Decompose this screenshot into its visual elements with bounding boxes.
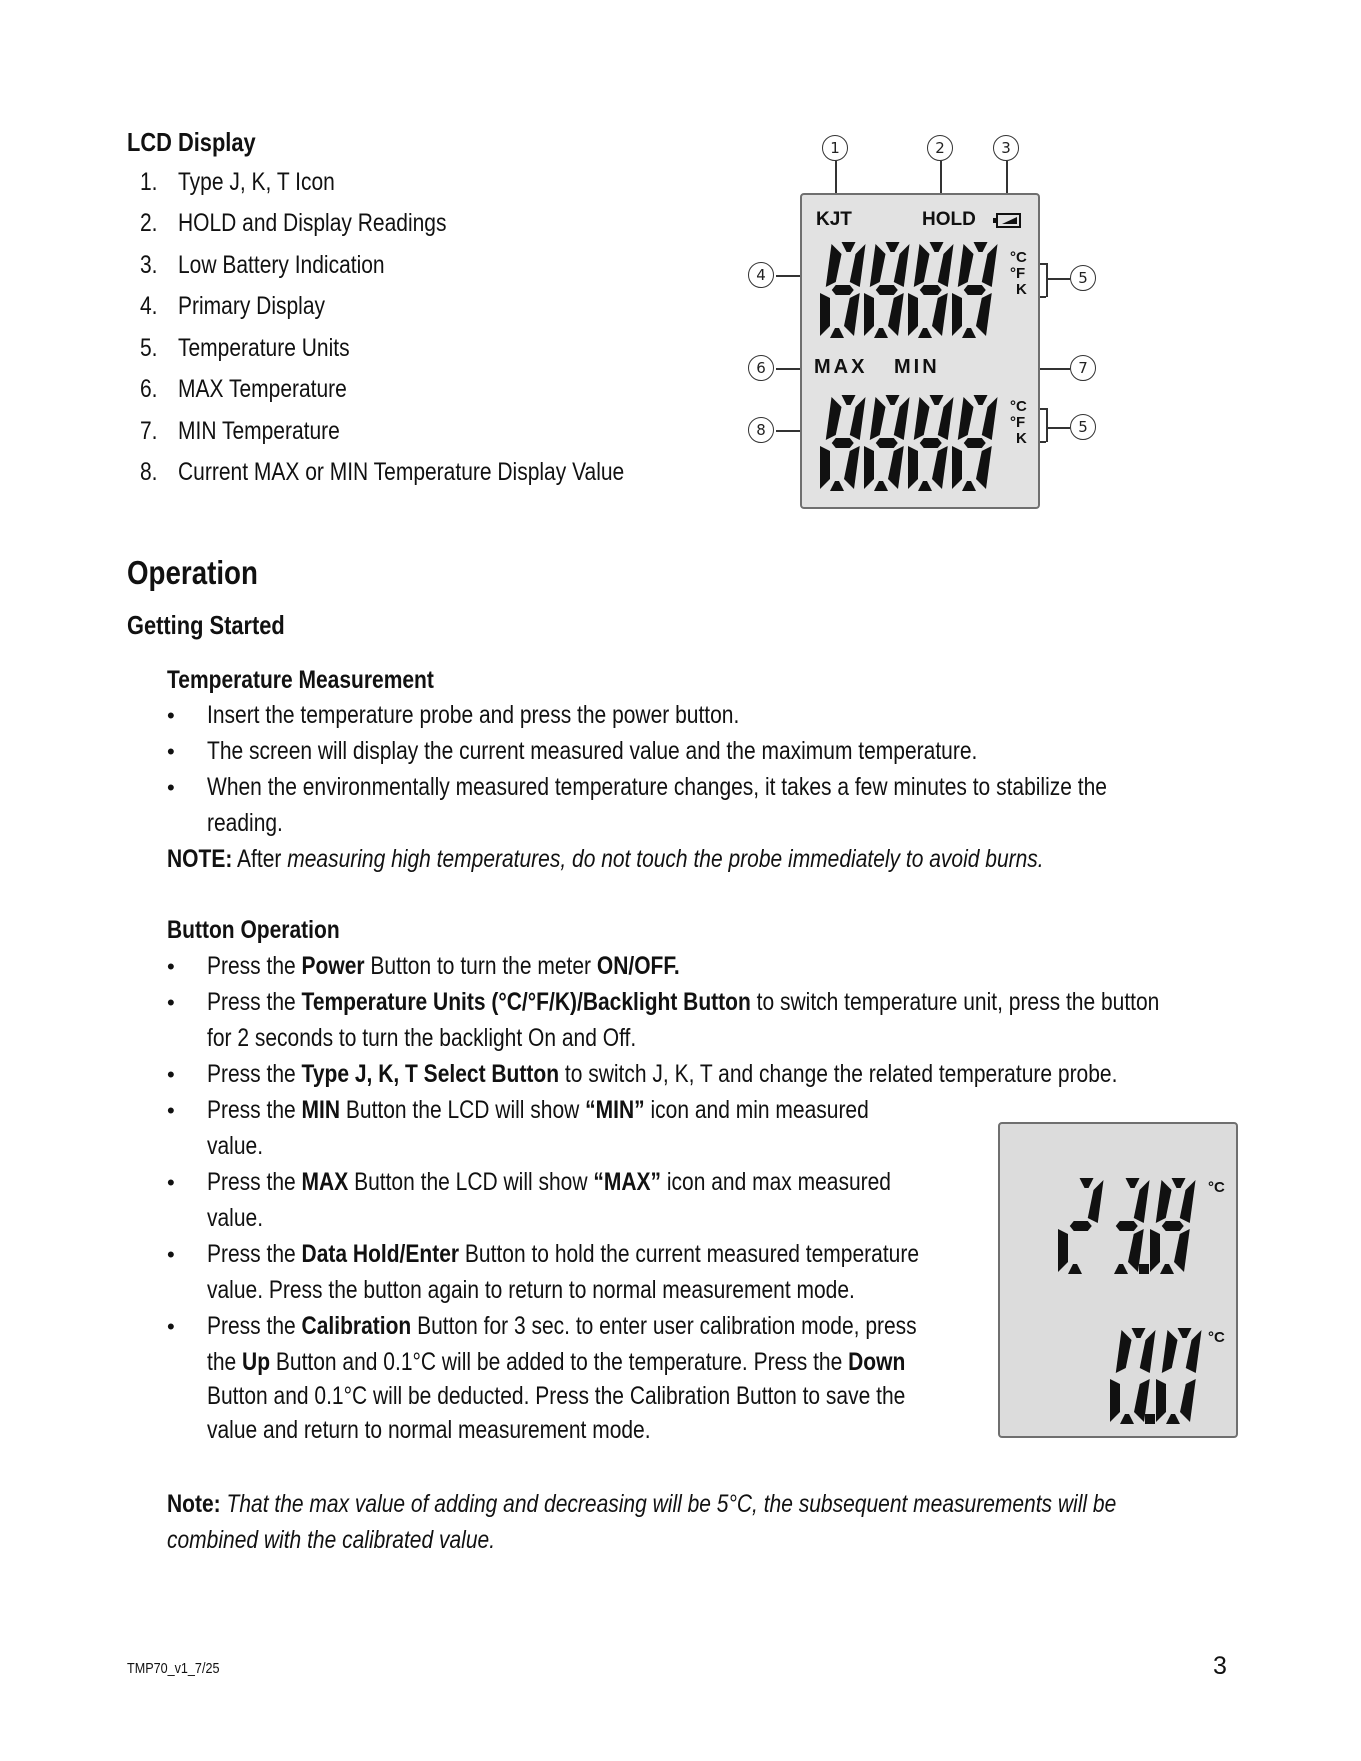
list-item-continuation: the Up Button and 0.1°C will be added to the temperature. Press the Down <box>207 1348 906 1376</box>
segment-e <box>908 446 918 489</box>
list-item-number: 5. <box>140 334 158 362</box>
segment-b <box>894 397 910 440</box>
segment-c <box>932 293 948 336</box>
segment-g <box>832 438 854 448</box>
decimal-point <box>1145 1414 1155 1424</box>
bullet: • <box>167 775 175 800</box>
segment-g <box>876 438 898 448</box>
segment-d <box>874 481 888 491</box>
segment-f <box>870 244 886 287</box>
segment-e <box>820 446 830 489</box>
list-item: Press the Temperature Units (°C/°F/K)/Backlight Button to switch temperature unit, press the button <box>207 988 1160 1016</box>
list-item-number: 2. <box>140 209 158 237</box>
bullet: • <box>167 1098 175 1123</box>
example-bottom-unit: °C <box>1208 1329 1225 1346</box>
unit-k: K <box>1016 430 1027 447</box>
segment-a <box>974 395 988 405</box>
segment-f <box>914 397 930 440</box>
segment-a <box>974 242 988 252</box>
note-paragraph <box>167 845 1211 874</box>
bullet: • <box>167 1062 175 1087</box>
bullet: • <box>167 739 175 764</box>
segment-g <box>1116 1221 1138 1231</box>
segment-c <box>1174 1229 1190 1272</box>
list-item: MIN Temperature <box>178 417 340 445</box>
secondary-display <box>820 395 1004 495</box>
primary-display <box>820 242 1004 342</box>
list-item: MAX Temperature <box>178 375 347 403</box>
segment-c <box>888 293 904 336</box>
list-item: When the environmentally measured temperature changes, it takes a few minutes to stabilize the <box>207 773 1107 801</box>
segment-e <box>1110 1379 1120 1422</box>
segment-e <box>952 446 962 489</box>
list-item: Insert the temperature probe and press the power button. <box>207 701 740 729</box>
callout-3: 3 <box>993 135 1019 161</box>
list-item-number: 6. <box>140 375 158 403</box>
button-operation-title: Button Operation <box>167 916 340 944</box>
segment-f <box>870 397 886 440</box>
list-item: Low Battery Indication <box>178 251 385 279</box>
segment-f <box>826 397 842 440</box>
bullet: • <box>167 703 175 728</box>
segment-b <box>894 244 910 287</box>
segment-f <box>1156 1180 1172 1223</box>
segment-b <box>850 244 866 287</box>
callout-7: 7 <box>1070 355 1096 381</box>
unit-c: °C <box>1010 249 1027 266</box>
segment-d <box>1160 1264 1174 1274</box>
example-top-unit: °C <box>1208 1179 1225 1196</box>
segment-e <box>1058 1229 1068 1272</box>
segment-c <box>888 446 904 489</box>
segment-e <box>908 293 918 336</box>
segment-a <box>1178 1328 1192 1338</box>
segment-b <box>1140 1330 1156 1373</box>
segment-c <box>844 446 860 489</box>
type-icon: KJT <box>816 209 852 230</box>
doc-id: TMP70_v1_7/25 <box>127 1660 220 1677</box>
callout-6: 6 <box>748 355 774 381</box>
unit-c: °C <box>1010 398 1027 415</box>
callout-4: 4 <box>748 262 774 288</box>
segment-d <box>962 481 976 491</box>
segment-a <box>1172 1178 1186 1188</box>
segment-d <box>874 328 888 338</box>
segment-a <box>930 395 944 405</box>
bracket <box>1046 408 1048 442</box>
segment-c <box>976 293 992 336</box>
segment-g <box>1070 1221 1092 1231</box>
segment-g <box>964 285 986 295</box>
temp-measurement-title: Temperature Measurement <box>167 666 434 694</box>
segment-a <box>842 395 856 405</box>
note-after: After <box>237 845 282 873</box>
list-item: Primary Display <box>178 292 326 320</box>
segment-d <box>830 481 844 491</box>
segment-e <box>864 293 874 336</box>
segment-g <box>832 285 854 295</box>
example-bottom-value <box>1110 1328 1210 1428</box>
segment-b <box>1180 1180 1196 1223</box>
segment-a <box>842 242 856 252</box>
segment-b <box>938 397 954 440</box>
bullet: • <box>167 1242 175 1267</box>
battery-icon <box>992 213 1022 229</box>
list-item-continuation: value. <box>207 1132 264 1160</box>
list-item-number: 1. <box>140 168 158 196</box>
hold-icon: HOLD <box>922 209 976 230</box>
bullet: • <box>167 954 175 979</box>
segment-c <box>932 446 948 489</box>
list-item: Press the Calibration Button for 3 sec. to enter user calibration mode, press <box>207 1312 917 1340</box>
list-item: HOLD and Display Readings <box>178 209 447 237</box>
note-label: Note: <box>167 1490 221 1518</box>
segment-g <box>1162 1221 1184 1231</box>
list-item-continuation: value. Press the button again to return to normal measurement mode. <box>207 1276 855 1304</box>
list-item-number: 3. <box>140 251 158 279</box>
example-lcd <box>998 1122 1238 1438</box>
list-item: Press the Data Hold/Enter Button to hold the current measured temperature <box>207 1240 920 1268</box>
max-icon: MAX <box>814 356 868 378</box>
list-item: Press the Power Button to turn the meter ON/OFF. <box>207 952 680 980</box>
segment-g <box>964 438 986 448</box>
list-item-number: 7. <box>140 417 158 445</box>
note-text: measuring high temperatures, do not touch the probe immediately to avoid burns. <box>287 845 1044 873</box>
segment-d <box>1114 1264 1128 1274</box>
segment-c <box>844 293 860 336</box>
callout-8: 8 <box>748 417 774 443</box>
calibration-note-line2: combined with the calibrated value. <box>167 1526 496 1554</box>
segment-b <box>982 397 998 440</box>
list-item-number: 8. <box>140 458 158 486</box>
segment-d <box>1068 1264 1082 1274</box>
bullet: • <box>167 990 175 1015</box>
segment-d <box>918 328 932 338</box>
callout-2: 2 <box>927 135 953 161</box>
segment-e <box>952 293 962 336</box>
segment-f <box>958 244 974 287</box>
page-number: 3 <box>1213 1652 1227 1680</box>
segment-a <box>886 395 900 405</box>
list-item-continuation: Button and 0.1°C will be deducted. Press the Calibration Button to save the <box>207 1382 906 1410</box>
callout-5: 5 <box>1070 265 1096 291</box>
segment-b <box>1186 1330 1202 1373</box>
segment-a <box>886 242 900 252</box>
segment-b <box>850 397 866 440</box>
segment-c <box>976 446 992 489</box>
list-item: Press the MIN Button the LCD will show “MIN” icon and min measured <box>207 1096 869 1124</box>
segment-a <box>1126 1178 1140 1188</box>
segment-f <box>914 244 930 287</box>
segment-d <box>918 481 932 491</box>
segment-a <box>1132 1328 1146 1338</box>
segment-f <box>958 397 974 440</box>
segment-f <box>1162 1330 1178 1373</box>
example-top-value <box>1058 1178 1208 1278</box>
list-item-number: 4. <box>140 292 158 320</box>
segment-e <box>1150 1229 1160 1272</box>
list-item: The screen will display the current measured value and the maximum temperature. <box>207 737 978 765</box>
list-item-continuation: value. <box>207 1204 264 1232</box>
list-item: Press the MAX Button the LCD will show “MAX” icon and max measured <box>207 1168 891 1196</box>
note-label: NOTE: <box>167 845 233 873</box>
segment-e <box>820 293 830 336</box>
list-item: Current MAX or MIN Temperature Display Value <box>178 458 625 486</box>
list-item: Temperature Units <box>178 334 350 362</box>
bullet: • <box>167 1314 175 1339</box>
segment-e <box>1156 1379 1166 1422</box>
list-item-continuation: value and return to normal measurement mode. <box>207 1416 651 1444</box>
calibration-note: Note: That the max value of adding and decreasing will be 5°C, the subsequent measurements will be <box>167 1490 1117 1518</box>
segment-a <box>930 242 944 252</box>
segment-e <box>864 446 874 489</box>
segment-b <box>1134 1180 1150 1223</box>
callout-1: 1 <box>822 135 848 161</box>
segment-g <box>920 285 942 295</box>
bullet: • <box>167 1170 175 1195</box>
segment-b <box>1088 1180 1104 1223</box>
lcd-section-title: LCD Display <box>127 127 256 157</box>
bracket <box>1046 263 1048 297</box>
segment-f <box>1116 1330 1132 1373</box>
segment-b <box>938 244 954 287</box>
unit-k: K <box>1016 281 1027 298</box>
segment-a <box>1080 1178 1094 1188</box>
decimal-point <box>1139 1264 1149 1274</box>
unit-f: °F <box>1010 265 1026 282</box>
segment-c <box>1180 1379 1196 1422</box>
list-item-continuation: for 2 seconds to turn the backlight On and Off. <box>207 1024 637 1052</box>
list-item: Press the Type J, K, T Select Button to switch J, K, T and change the related temperature probe. <box>207 1060 1118 1088</box>
callout-5b: 5 <box>1070 414 1096 440</box>
segment-f <box>826 244 842 287</box>
segment-d <box>830 328 844 338</box>
min-icon: MIN <box>894 356 940 378</box>
lcd-screen <box>800 193 1040 509</box>
bracket <box>1046 427 1070 429</box>
bracket <box>1046 278 1070 280</box>
segment-b <box>982 244 998 287</box>
segment-g <box>876 285 898 295</box>
operation-title: Operation <box>127 554 258 591</box>
list-item: Type J, K, T Icon <box>178 168 335 196</box>
unit-f: °F <box>1010 414 1026 431</box>
segment-d <box>962 328 976 338</box>
segment-d <box>1166 1414 1180 1424</box>
getting-started-title: Getting Started <box>127 610 285 640</box>
list-item-continuation: reading. <box>207 809 283 837</box>
segment-g <box>920 438 942 448</box>
segment-d <box>1120 1414 1134 1424</box>
